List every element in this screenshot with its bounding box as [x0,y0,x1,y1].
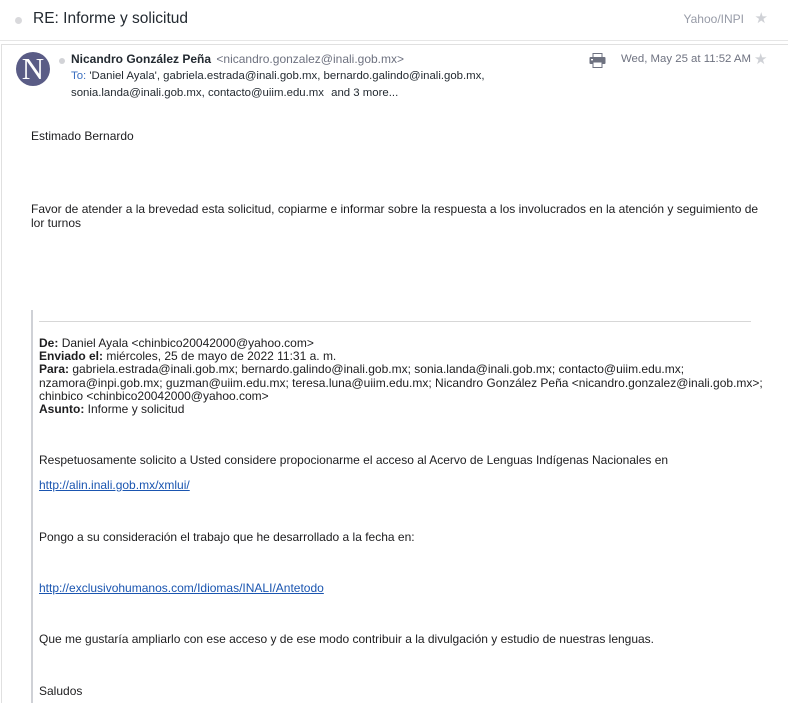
thread-subject: RE: Informe y solicitud [33,10,189,27]
quoted-paragraph-1: Respetuosamente solicito a Usted considere propocionarme el acceso al Acervo de Lenguas Indígenas Nacionales en [39,453,669,467]
quoted-link-row-1 [39,478,190,492]
antetodo-link[interactable]: http://exclusivohumanos.com/Idiomas/INALI/Antetodo [39,581,324,595]
quoted-to-value-3: chinbico <chinbico20042000@yahoo.com> [39,388,269,403]
quote-divider [39,321,751,322]
recipients-list-2[interactable]: sonia.landa@inali.gob.mx, contacto@uiim.edu.mx [71,87,324,99]
print-icon[interactable] [589,53,606,68]
quoted-link-row-2 [39,581,324,595]
sender-email[interactable]: <nicandro.gonzalez@inali.gob.mx> [216,52,405,66]
quoted-from-label: De: [39,336,59,350]
folder-label[interactable]: Yahoo/INPI [683,12,744,26]
quoted-to-value-1: gabriela.estrada@inali.gob.mx; bernardo.galindo@inali.gob.mx; sonia.landa@inali.gob.mx; contacto@uiim.edu.mx; [72,362,685,377]
quoted-to-value-2: nzamora@inpi.gob.mx; guzman@uiim.edu.mx; teresa.luna@uiim.edu.mx; Nicandro González Peña <nicandro.gonzalez@inali.gob.mx>; [39,375,763,390]
quoted-sent-value: miércoles, 25 de mayo de 2022 11:31 a. m. [106,349,337,364]
quote-bar [31,310,33,703]
acervo-link[interactable]: http://alin.inali.gob.mx/xmlui/ [39,478,190,492]
thread-header [0,0,788,41]
quoted-subject-value: Informe y solicitud [87,402,185,417]
recipients-line [71,70,485,82]
quoted-to-label: Para: [39,362,70,377]
greeting: Estimado Bernardo [31,129,134,143]
request-text: Favor de atender a la brevedad esta solicitud, copiarme e informar sobre la respuesta a los involucrados en la atención y seguimiento de lor turnos [31,202,759,230]
quoted-closing: Saludos [39,684,83,698]
message-date: Wed, May 25 at 11:52 AM [621,53,752,65]
quoted-to-row [39,363,779,376]
avatar-letter: N [21,52,45,86]
quoted-paragraph-3: Que me gustaría ampliarlo con ese acceso y de ese modo contribuir a la divulgación y estudio de nuestras lenguas. [39,632,655,646]
avatar[interactable] [16,52,50,86]
quoted-paragraph-2: Pongo a su consideración el trabajo que he desarrollado a la fecha en: [39,530,415,544]
message-card [1,44,788,703]
read-status-dot-icon[interactable] [59,58,65,64]
quoted-sent-label: Enviado el: [39,349,104,364]
quoted-subject-row [39,403,779,416]
sender-name[interactable]: Nicandro González Peña [71,52,212,66]
quoted-header [39,337,779,416]
more-recipients-link[interactable]: and 3 more... [331,87,399,99]
quoted-from-value: Daniel Ayala <chinbico20042000@yahoo.com> [61,336,314,350]
star-icon[interactable]: ★ [754,10,768,27]
unread-dot-icon[interactable] [15,17,22,24]
message-star-icon[interactable]: ★ [754,51,768,68]
to-label: To: [71,70,87,82]
recipients-line-2 [71,87,398,99]
sender-line [71,52,404,66]
recipients-list-1[interactable]: 'Daniel Ayala', gabriela.estrada@inali.gob.mx, bernardo.galindo@inali.gob.mx, [89,70,485,82]
quoted-subject-label: Asunto: [39,402,85,417]
